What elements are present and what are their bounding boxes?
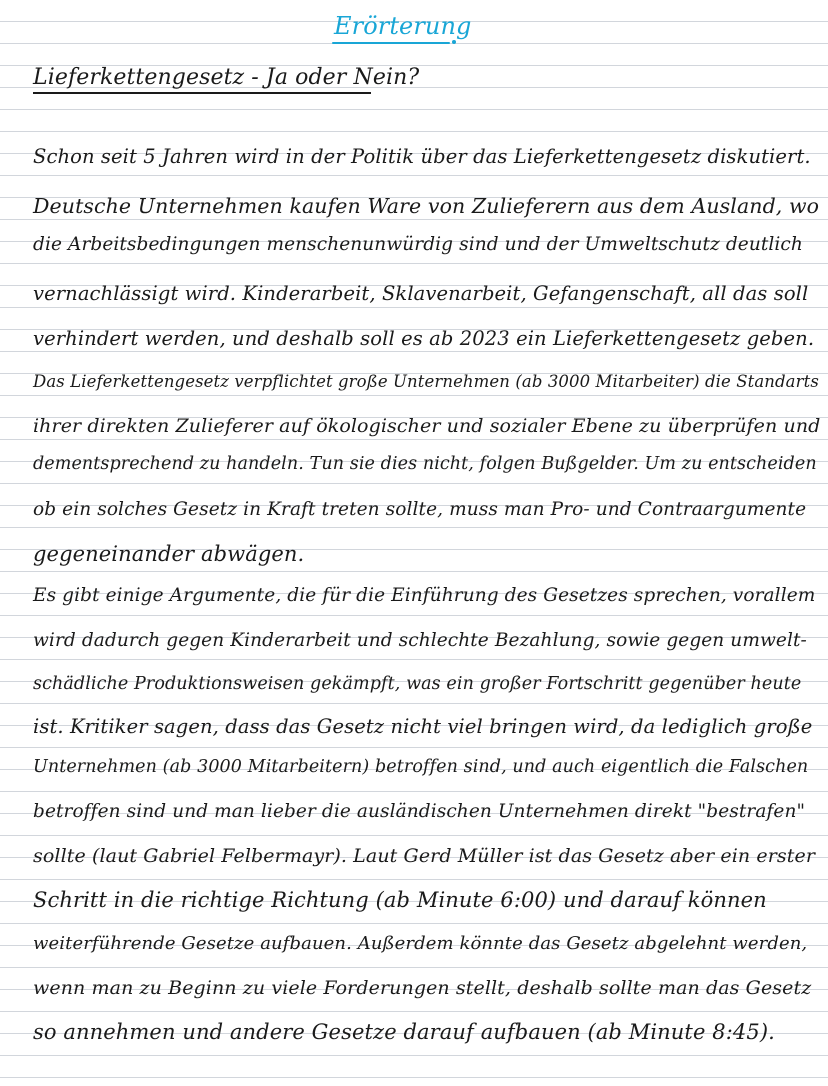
text-line: betroffen sind und man lieber die ausländischen Unternehmen direkt "bestrafen" xyxy=(33,801,806,822)
text-line: vernachlässigt wird. Kinderarbeit, Sklavenarbeit, Gefangenschaft, all das soll xyxy=(33,282,809,305)
text-line: Deutsche Unternehmen kaufen Ware von Zulieferern aus dem Ausland, wo xyxy=(33,194,820,218)
essay-heading: Lieferkettengesetz - Ja oder Nein? xyxy=(33,65,420,90)
text-line: wenn man zu Beginn zu viele Forderungen stellt, deshalb sollte man das Gesetz xyxy=(33,977,812,999)
text-line: Es gibt einige Argumente, die für die Einführung des Gesetzes sprechen, vorallem xyxy=(33,585,816,606)
title-underline xyxy=(332,42,450,44)
page-title: Erörterung xyxy=(334,12,472,40)
text-line: Schritt in die richtige Richtung (ab Minute 6:00) und darauf können xyxy=(33,888,767,912)
text-line: ob ein solches Gesetz in Kraft treten sollte, muss man Pro- und Contraargumente xyxy=(33,499,807,520)
text-line: ihrer direkten Zulieferer auf ökologischer und sozialer Ebene zu überprüfen und xyxy=(33,415,821,437)
text-line: Unternehmen (ab 3000 Mitarbeitern) betroffen sind, und auch eigentlich die Falschen xyxy=(33,757,809,777)
text-line: verhindert werden, und deshalb soll es ab 2023 ein Lieferkettengesetz geben. xyxy=(33,327,815,350)
heading-underline xyxy=(33,92,371,94)
text-line: gegeneinander abwägen. xyxy=(33,542,305,566)
text-line: schädliche Produktionsweisen gekämpft, was ein großer Fortschritt gegenüber heute xyxy=(33,674,802,694)
text-line: Das Lieferkettengesetz verpflichtet große Unternehmen (ab 3000 Mitarbeiter) die Standarts xyxy=(33,372,819,391)
title-dot xyxy=(452,40,456,44)
text-line: ist. Kritiker sagen, dass das Gesetz nicht viel bringen wird, da lediglich große xyxy=(33,715,813,738)
text-line: wird dadurch gegen Kinderarbeit und schlechte Bezahlung, sowie gegen umwelt- xyxy=(33,630,807,651)
text-line: dementsprechend zu handeln. Tun sie dies nicht, folgen Bußgelder. Um zu entscheiden xyxy=(33,454,817,474)
text-line: Schon seit 5 Jahren wird in der Politik über das Lieferkettengesetz diskutiert. xyxy=(33,145,811,168)
text-line: weiterführende Gesetze aufbauen. Außerdem könnte das Gesetz abgelehnt werden, xyxy=(33,933,808,954)
text-line: die Arbeitsbedingungen menschenunwürdig sind und der Umweltschutz deutlich xyxy=(33,234,803,255)
text-line: sollte (laut Gabriel Felbermayr). Laut Gerd Müller ist das Gesetz aber ein erster xyxy=(33,845,816,867)
text-line: so annehmen und andere Gesetze darauf aufbauen (ab Minute 8:45). xyxy=(33,1020,775,1044)
